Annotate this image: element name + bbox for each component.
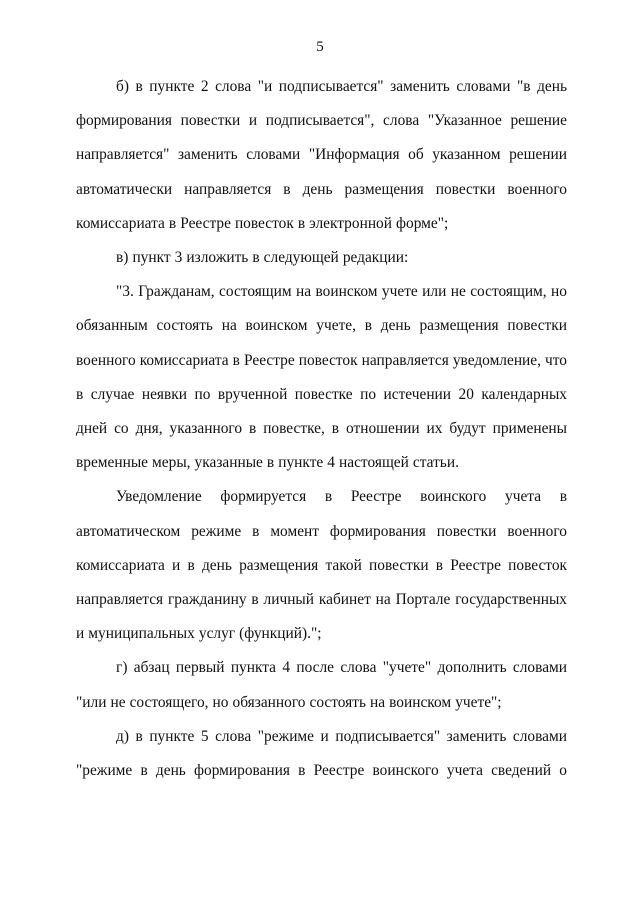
paragraph-v: в) пункт 3 изложить в следующей редакции: bbox=[116, 249, 409, 267]
paragraph-d: д) в пункте 5 слова "режиме и подписывается" заменить словами "режиме в день формирования в Реестре воинского учета сведений о bbox=[76, 727, 567, 780]
paragraph-notification: Уведомление формируется в Реестре воинского учета в автоматическом режиме в момент формирования повестки военного комиссариата и в день размещения такой повестки в Реестре повесток направляется гражданину в личный кабинет на Портале государственных и муниципальных услуг (функций)."; bbox=[76, 488, 567, 643]
paragraph-point-3: "3. Гражданам, состоящим на воинском учете или не состоящим, но обязанным состоять на воинском учете, в день размещения повестки военного комиссариата в Реестре повесток направляется уведомление, что в случае неявки по врученной повестке по истечении 20 календарных дней со дня, указанного в повестке, в отношении их будут применены временные меры, указанные в пункте 4 настоящей статьи. bbox=[76, 283, 567, 472]
paragraph-b: б) в пункте 2 слова "и подписывается" заменить словами "в день формирования повестки и подписывается", слова "Указанное решение направляется" заменить словами "Информация об указанном решении автоматически направляется в день размещения повестки военного комиссариата в Реестре повесток в электронной форме"; bbox=[76, 78, 567, 232]
document-body bbox=[76, 70, 567, 788]
paragraph-g: г) абзац первый пункта 4 после слова "учете" дополнить словами "или не состоящего, но обязанного состоять на воинском учете"; bbox=[76, 659, 567, 711]
page-number: 5 bbox=[316, 39, 324, 55]
